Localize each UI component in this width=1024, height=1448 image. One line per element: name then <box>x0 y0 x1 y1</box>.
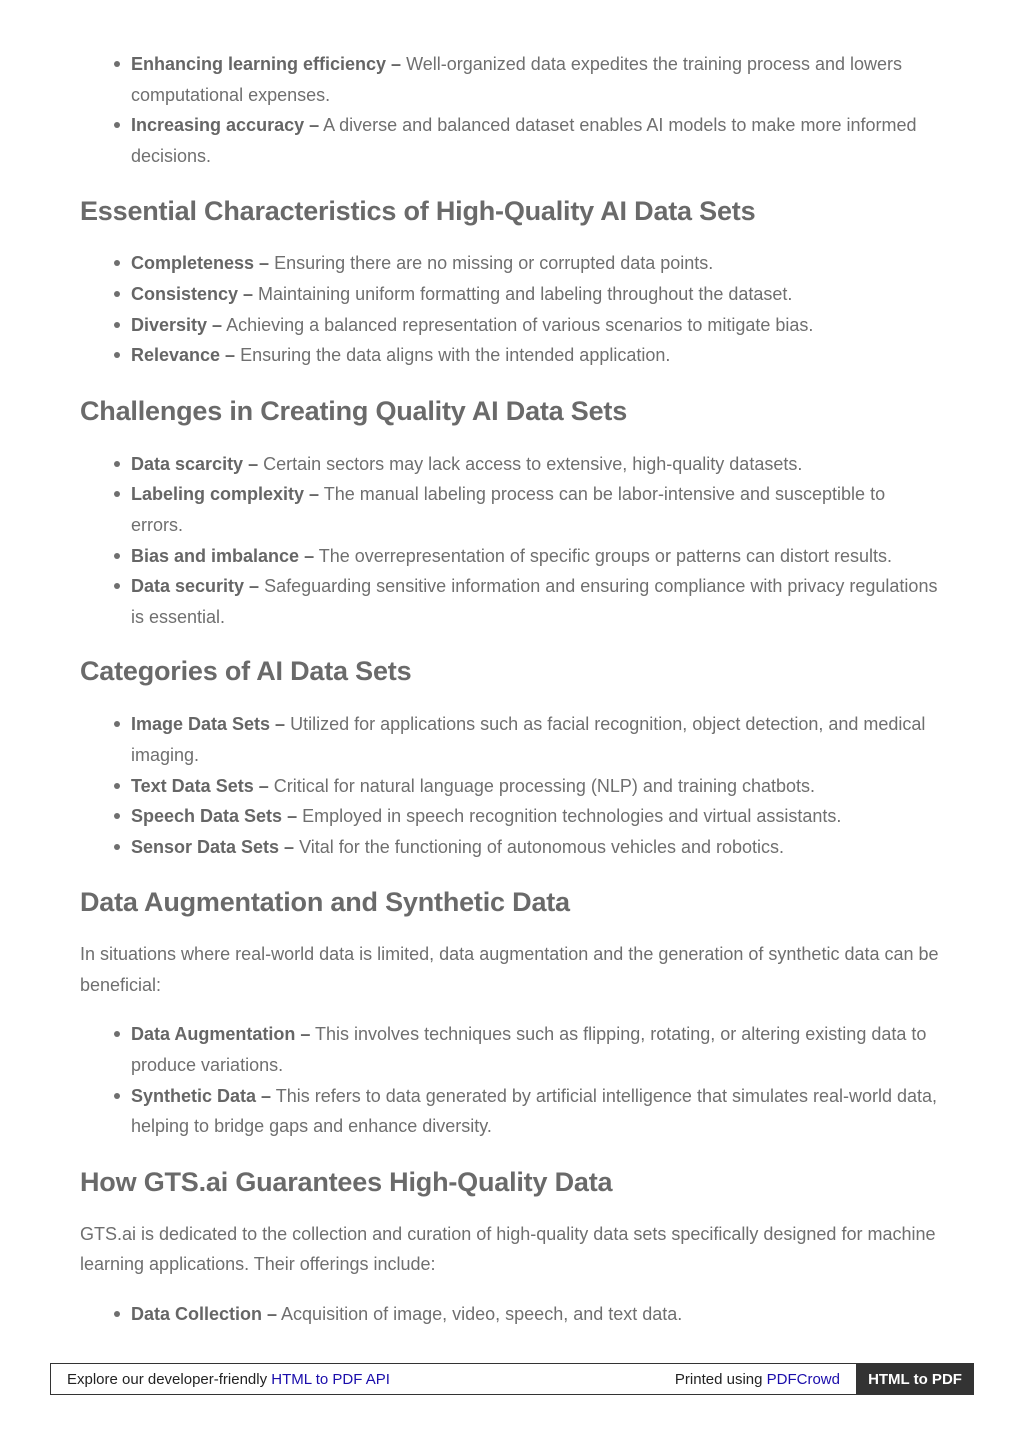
item-desc: A diverse and balanced dataset enables AI models to make more informed decisions. <box>131 115 917 166</box>
item-term: Data scarcity – <box>131 453 259 474</box>
challenges-list <box>80 449 940 633</box>
item-desc: Critical for natural language processing (NLP) and training chatbots. <box>268 775 816 796</box>
item-term: Enhancing learning efficiency – <box>131 54 402 74</box>
item-term: Synthetic Data – <box>131 1085 272 1106</box>
item-desc: Achieving a balanced representation of various scenarios to mitigate bias. <box>222 314 814 335</box>
list-item <box>131 1081 940 1142</box>
item-term: Speech Data Sets – <box>131 806 298 827</box>
item-desc: Certain sectors may lack access to extensive, high-quality datasets. <box>258 453 803 474</box>
gts-list <box>80 1299 940 1330</box>
list-item <box>131 49 940 110</box>
list-item <box>131 279 940 310</box>
item-term: Diversity – <box>131 314 223 335</box>
item-term: Data Collection – <box>131 1304 278 1325</box>
list-item <box>131 541 940 572</box>
item-desc: Utilized for applications such as facial recognition, object detection, and medical imaging. <box>131 714 926 765</box>
intro-list <box>80 49 940 171</box>
article-content <box>80 0 940 1330</box>
gts-paragraph: GTS.ai is dedicated to the collection and curation of high-quality data sets specifically designed for machine learning applications. Their offerings include: <box>80 1223 936 1275</box>
list-item <box>131 771 940 802</box>
item-term: Completeness – <box>131 253 270 274</box>
footer-bar <box>50 1363 856 1395</box>
item-desc: This involves techniques such as flipping, rotating, or altering existing data to produce variations. <box>131 1024 927 1076</box>
item-desc: Ensuring the data aligns with the intended application. <box>235 345 671 366</box>
list-item <box>131 449 940 480</box>
list-item <box>131 832 940 863</box>
list-item <box>131 1019 940 1080</box>
list-item <box>131 479 940 540</box>
item-term: Bias and imbalance – <box>131 545 315 566</box>
item-desc: This refers to data generated by artificial intelligence that simulates real-world data, helping to bridge gaps and enhance diversity. <box>131 1085 938 1137</box>
printed-text: Printed using <box>674 1370 767 1388</box>
html-to-pdf-button[interactable]: HTML to PDF <box>856 1363 974 1395</box>
item-desc: The manual labeling process can be labor-intensive and susceptible to errors. <box>131 484 886 535</box>
item-desc: Maintaining uniform formatting and labeling throughout the dataset. <box>253 283 793 304</box>
item-term: Data security – <box>131 576 260 597</box>
item-term: Data Augmentation – <box>131 1024 311 1045</box>
section-heading-categories: Categories of AI Data Sets <box>80 656 412 687</box>
item-desc: Employed in speech recognition technologies and virtual assistants. <box>297 806 842 827</box>
section-heading-challenges: Challenges in Creating Quality AI Data Sets <box>80 395 628 426</box>
list-item <box>131 248 940 279</box>
item-term: Image Data Sets – <box>131 714 286 735</box>
list-item <box>131 709 940 770</box>
augmentation-paragraph: In situations where real-world data is limited, data augmentation and the generation of synthetic data can be beneficial: <box>80 944 939 995</box>
section-heading-characteristics: Essential Characteristics of High-Quality AI Data Sets <box>80 196 756 227</box>
section-heading-augmentation: Data Augmentation and Synthetic Data <box>80 887 570 918</box>
item-term: Sensor Data Sets – <box>131 836 295 857</box>
list-item <box>131 340 940 371</box>
footer-right <box>675 1371 840 1388</box>
list-item <box>131 1299 940 1330</box>
item-desc: Ensuring there are no missing or corrupted data points. <box>269 253 714 274</box>
characteristics-list <box>80 248 940 370</box>
footer-left <box>67 1371 390 1388</box>
augmentation-list <box>80 1019 940 1141</box>
categories-list <box>80 709 940 862</box>
explore-text: Explore our developer-friendly <box>67 1370 272 1388</box>
item-term: Labeling complexity – <box>131 484 320 505</box>
item-term: Relevance – <box>131 345 236 366</box>
list-item <box>131 801 940 832</box>
section-heading-gts: How GTS.ai Guarantees High-Quality Data <box>80 1166 613 1197</box>
list-item <box>131 110 940 171</box>
list-item <box>131 310 940 341</box>
item-desc: The overrepresentation of specific groups or patterns can distort results. <box>314 545 893 566</box>
pdfcrowd-footer <box>50 1363 974 1395</box>
item-term: Increasing accuracy – <box>131 115 320 136</box>
pdfcrowd-link[interactable]: PDFCrowd <box>766 1370 840 1388</box>
item-desc: Acquisition of image, video, speech, and text data. <box>277 1304 683 1325</box>
item-desc: Well-organized data expedites the training process and lowers computational expenses. <box>131 54 903 105</box>
list-item <box>131 571 940 632</box>
item-term: Consistency – <box>131 283 254 304</box>
html-to-pdf-api-link[interactable]: HTML to PDF API <box>271 1370 390 1388</box>
item-desc: Vital for the functioning of autonomous vehicles and robotics. <box>294 836 785 857</box>
item-term: Text Data Sets – <box>131 775 269 796</box>
item-desc: Safeguarding sensitive information and ensuring compliance with privacy regulations is essential. <box>131 576 938 627</box>
